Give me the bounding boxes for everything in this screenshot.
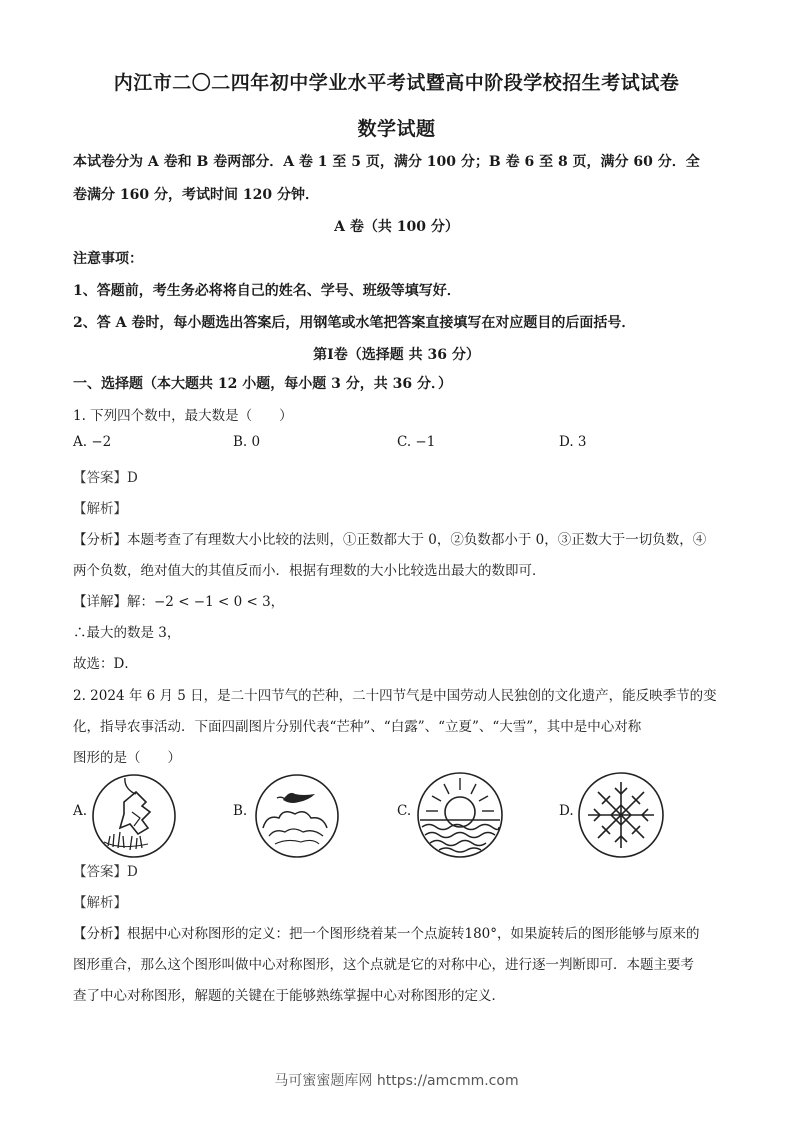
- intro-line-2: 卷满分 160 分，考试时间 120 分钟．: [73, 187, 319, 203]
- q1-option-d: D. 3: [559, 434, 587, 450]
- footer-watermark[interactable]: 马可蜜蜜题库网 https://amcmm.com: [274, 1073, 519, 1089]
- q2-fenxi-2: 图形重合，那么这个图形叫做中心对称图形，这个点就是它的对称中心，进行逐一判断即可．本题主要考: [73, 957, 694, 973]
- q2-option-a-label: A.: [73, 803, 88, 819]
- q2-answer: 【答案】D: [73, 864, 138, 880]
- q2-stem-2: 化，指导农事活动．下面四副图片分别代表“芒种”、“白露”、“立夏”、“大雪”，其中是中心对称: [73, 719, 642, 735]
- section1-heading: 一、选择题（本大题共 12 小题，每小题 3 分，共 36 分．）: [73, 376, 452, 392]
- q2-option-c-label: C.: [397, 803, 412, 819]
- notes-item-2: 2、答 A 卷时，每小题选出答案后，用钢笔或水笔把答案直接填写在对应题目的后面括号．: [73, 315, 636, 331]
- intro-line-1: 本试卷分为 A 卷和 B 卷两部分．A 卷 1 至 5 页，满分 100 分；B 卷 6 至 8 页，满分 60 分．全: [73, 154, 700, 170]
- q1-detail: 【详解】解：−2 < −1 < 0 < 3，: [73, 594, 285, 610]
- q2-fenxi-3: 查了中心对称图形，解题的关键在于能够熟练掌握中心对称图形的定义．: [73, 988, 505, 1004]
- q2-fenxi-1: 【分析】根据中心对称图形的定义：把一个图形绕着某一个点旋转180°，如果旋转后的图形能够与原来的: [73, 926, 700, 942]
- notes-item-1: 1、答题前，考生务必将将自己的姓名、学号、班级等填写好．: [73, 283, 461, 299]
- q1-option-b: B. 0: [233, 434, 261, 450]
- exam-title: 内江市二〇二四年初中学业水平考试暨高中阶段学校招生考试试卷: [113, 72, 680, 94]
- q1-option-a: A. −2: [73, 434, 112, 450]
- q2-stem-3: 图形的是（ ）: [73, 750, 181, 766]
- q1-answer: 【答案】D: [73, 470, 138, 486]
- section-a-heading: A 卷（共 100 分）: [334, 219, 459, 235]
- part1-heading: 第Ⅰ卷（选择题 共 36 分）: [313, 347, 480, 363]
- q1-analysis-label: 【解析】: [73, 501, 127, 517]
- q2-analysis-label: 【解析】: [73, 895, 127, 911]
- daxue-snowflake-figure: [576, 770, 666, 860]
- q2-option-b-label: B.: [233, 803, 248, 819]
- q2-stem-1: 2. 2024 年 6 月 5 日，是二十四节气的芒种，二十四节气是中国劳动人民独创的文化遗产，能反映季节的变: [73, 688, 717, 704]
- exam-subtitle: 数学试题: [357, 118, 436, 140]
- q1-stem: 1. 下列四个数中，最大数是（ ）: [73, 408, 293, 424]
- q2-option-d-label: D.: [559, 803, 574, 819]
- bailu-figure: [253, 772, 341, 860]
- q1-choose: 故选：D．: [73, 656, 138, 672]
- q1-therefore: ∴最大的数是 3，: [73, 625, 181, 641]
- q1-fenxi-2: 两个负数，绝对值大的其值反而小．根据有理数的大小比较选出最大的数即可．: [73, 563, 546, 579]
- notes-heading: 注意事项：: [73, 251, 143, 267]
- lixia-figure: [415, 770, 505, 860]
- q1-option-c: C. −1: [397, 434, 436, 450]
- q1-fenxi-1: 【分析】本题考查了有理数大小比较的法则，①正数都大于 0，②负数都小于 0，③正数大于一切负数，④: [73, 532, 707, 548]
- mangzhong-figure: [90, 772, 178, 860]
